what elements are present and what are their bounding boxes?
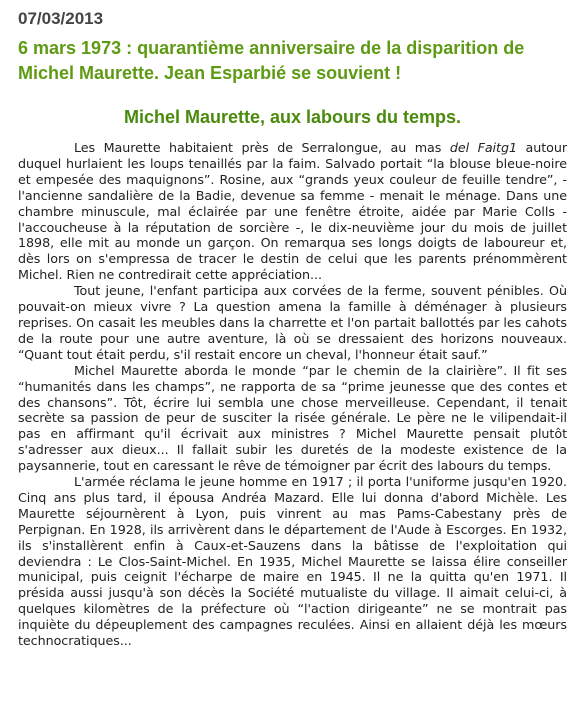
blog-post	[18, 0, 567, 649]
paragraph-4-text: L'armée réclama le jeune homme en 1917 ; il porta l'uniforme jusqu'en 1920. Cinq ans plus tard, il épousa Andréa Mazard. Elle lui donna d'abord Michèle. Les Maurette séjournèrent à Lyon, puis vinrent au mas Pams-Cabestany près de Perpignan. En 1928, ils arrivèrent dans le département de l'Aude à Escorges. En 1932, ils s'installèrent enfin à Caux-et-Sauzens dans la bâtisse de l'exploitation qui deviendra : Le Clos-Saint-Michel. En 1935, Michel Maurette se laissa élire conseiller municipal, puis ceignit l'écharpe de maire en 1945. Il ne la quitta qu'en 1971. Il présida aussi jusqu'à son décès la Société mutualiste du village. Il aimait celui-ci, à quelques kilomètres de la préfecture où “l'action dirigeante” ne se montrait pas inquiète du dépeuplement des campagnes reculées. Ainsi en allaient déjà les mœurs technocratiques...	[18, 474, 567, 649]
post-date: 07/03/2013	[18, 9, 104, 28]
paragraph-1-text-start: Les Maurette habitaient près de Serralongue, au mas	[74, 140, 450, 155]
mas-name-italic: del Faitg1	[449, 140, 517, 155]
paragraph-2-text: Tout jeune, l'enfant participa aux corvées de la ferme, souvent pénibles. Où pouvait-on mieux vivre ? La question amena la famille à déménager à plusieurs reprises. On casait les meubles dans la charrette et l'on partait ballottés par les cahots de la route pour une autre aventure, là où se dressaient des horizons nouveaux. “Quant tout était perdu, s'il restait encore un cheval, l'honneur était sauf.”	[18, 283, 567, 362]
paragraph-4	[18, 474, 567, 649]
paragraph-1-text-end: autour duquel hurlaient les loups tenaillés par la faim. Salvado portait “la blouse bleue-noire et empesée des maquignons”. Rosine, aux “grands yeux couleur de feuille tendre”, - l'ancienne sandalière de la Badie, devenue sa femme - menait le ménage. Dans une chambre minuscule, mal éclairée par une fenêtre étroite, aidée par Marie Colls - l'accoucheuse à la réputation de sorcière -, le dix-neuvième jour du mois de juillet 1898, elle mit au monde un garçon. On remarqua ses longs doigts de laboureur et, dès lors on s'empressa de tracer le destin de celui que les parents prénommèrent Michel. Rien ne contredirait cette appréciation...	[18, 140, 568, 283]
article-subtitle: Michel Maurette, aux labours du temps.	[123, 107, 462, 127]
paragraph-2	[18, 283, 567, 363]
post-title[interactable]: 6 mars 1973 : quarantième anniversaire de la disparition de Michel Maurette. Jean Esparbié se souvient !	[18, 38, 525, 83]
paragraph-3-text: Michel Maurette aborda le monde “par le chemin de la clairière”. Il fit ses “humanités dans les champs”, ne rapporta de sa “prime jeunesse que des contes et des chansons”. Tôt, écrire lui sembla une chose merveilleuse. Cependant, il tenait secrète sa passion de peur de susciter la risée générale. Le père ne le vilipendait-il pas en affirmant qu'il écrivait aux ministres ? Michel Maurette pensait plutôt s'adresser aux dieux... Il fallait subir les duretés de la modeste existence de la paysannerie, tout en caressant le rêve de témoigner par écrit des labours du temps.	[18, 362, 567, 474]
paragraph-3	[18, 363, 567, 474]
article-body	[18, 140, 567, 649]
paragraph-1	[18, 140, 567, 283]
